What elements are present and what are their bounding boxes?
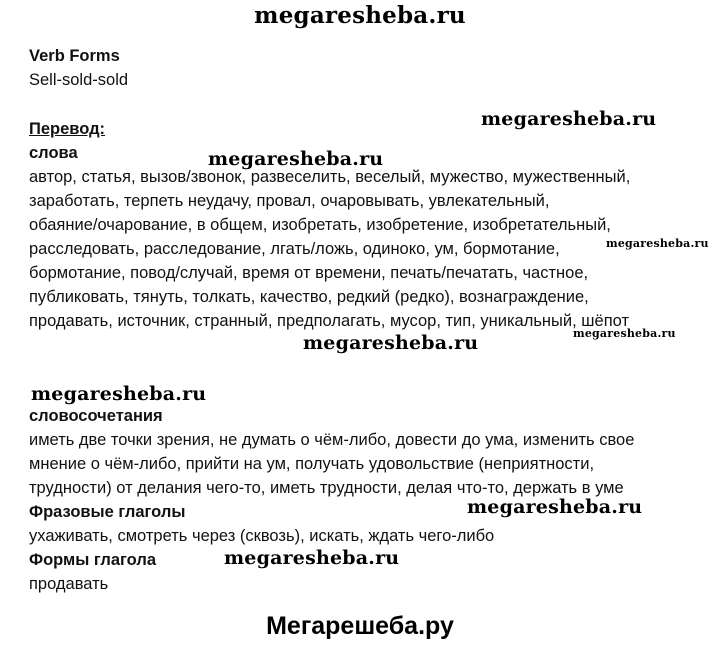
words-line: автор, статья, вызов/звонок, развеселить, веселый, мужество, мужественный,	[29, 168, 631, 186]
words-line: публиковать, тянуть, толкать, качество, редкий (редко), вознаграждение,	[29, 288, 589, 306]
translation-heading: Перевод:	[29, 120, 106, 138]
collocations-line: мнение о чём-либо, прийти на ум, получать удовольствие (неприятности,	[29, 455, 595, 473]
words-line: обаяние/очарование, в общем, изобретать, изобретение, изобретательный,	[29, 216, 611, 234]
words-line: бормотание, повод/случай, время от времени, печать/печатать, частное,	[29, 264, 589, 282]
verb-forms-ru-heading: Формы глагола	[29, 551, 157, 569]
words-line: расследовать, расследование, лгать/ложь, одиноко, ум, бормотание,	[29, 240, 560, 258]
words-line: заработать, терпеть неудачу, провал, очаровывать, увлекательный,	[29, 192, 550, 210]
watermark: megaresheba.ru	[224, 547, 400, 569]
verb-forms-heading: Verb Forms	[29, 47, 120, 65]
phrasal-verbs-line: ухаживать, смотреть через (сквозь), искать, ждать чего-либо	[29, 527, 495, 545]
collocations-heading: словосочетания	[29, 407, 163, 425]
verb-forms-ru-line: продавать	[29, 575, 109, 593]
watermark: megaresheba.ru	[481, 108, 657, 130]
watermark-top: megaresheba.ru	[254, 2, 466, 29]
watermark: megaresheba.ru	[573, 327, 676, 340]
words-heading: слова	[29, 144, 78, 162]
words-line: продавать, источник, странный, предполагать, мусор, тип, уникальный, шёпот	[29, 312, 630, 330]
phrasal-verbs-heading: Фразовые глаголы	[29, 503, 186, 521]
watermark-bottom: Мегарешеба.ру	[266, 612, 454, 640]
watermark: megaresheba.ru	[606, 237, 709, 250]
watermark: megaresheba.ru	[208, 148, 384, 170]
watermark: megaresheba.ru	[467, 496, 643, 518]
collocations-line: трудности) от делания чего-то, иметь трудности, делая что-то, держать в уме	[29, 479, 624, 497]
watermark: megaresheba.ru	[31, 383, 207, 405]
watermark: megaresheba.ru	[303, 332, 479, 354]
verb-forms-value: Sell-sold-sold	[29, 71, 129, 89]
collocations-line: иметь две точки зрения, не думать о чём-либо, довести до ума, изменить свое	[29, 431, 635, 449]
